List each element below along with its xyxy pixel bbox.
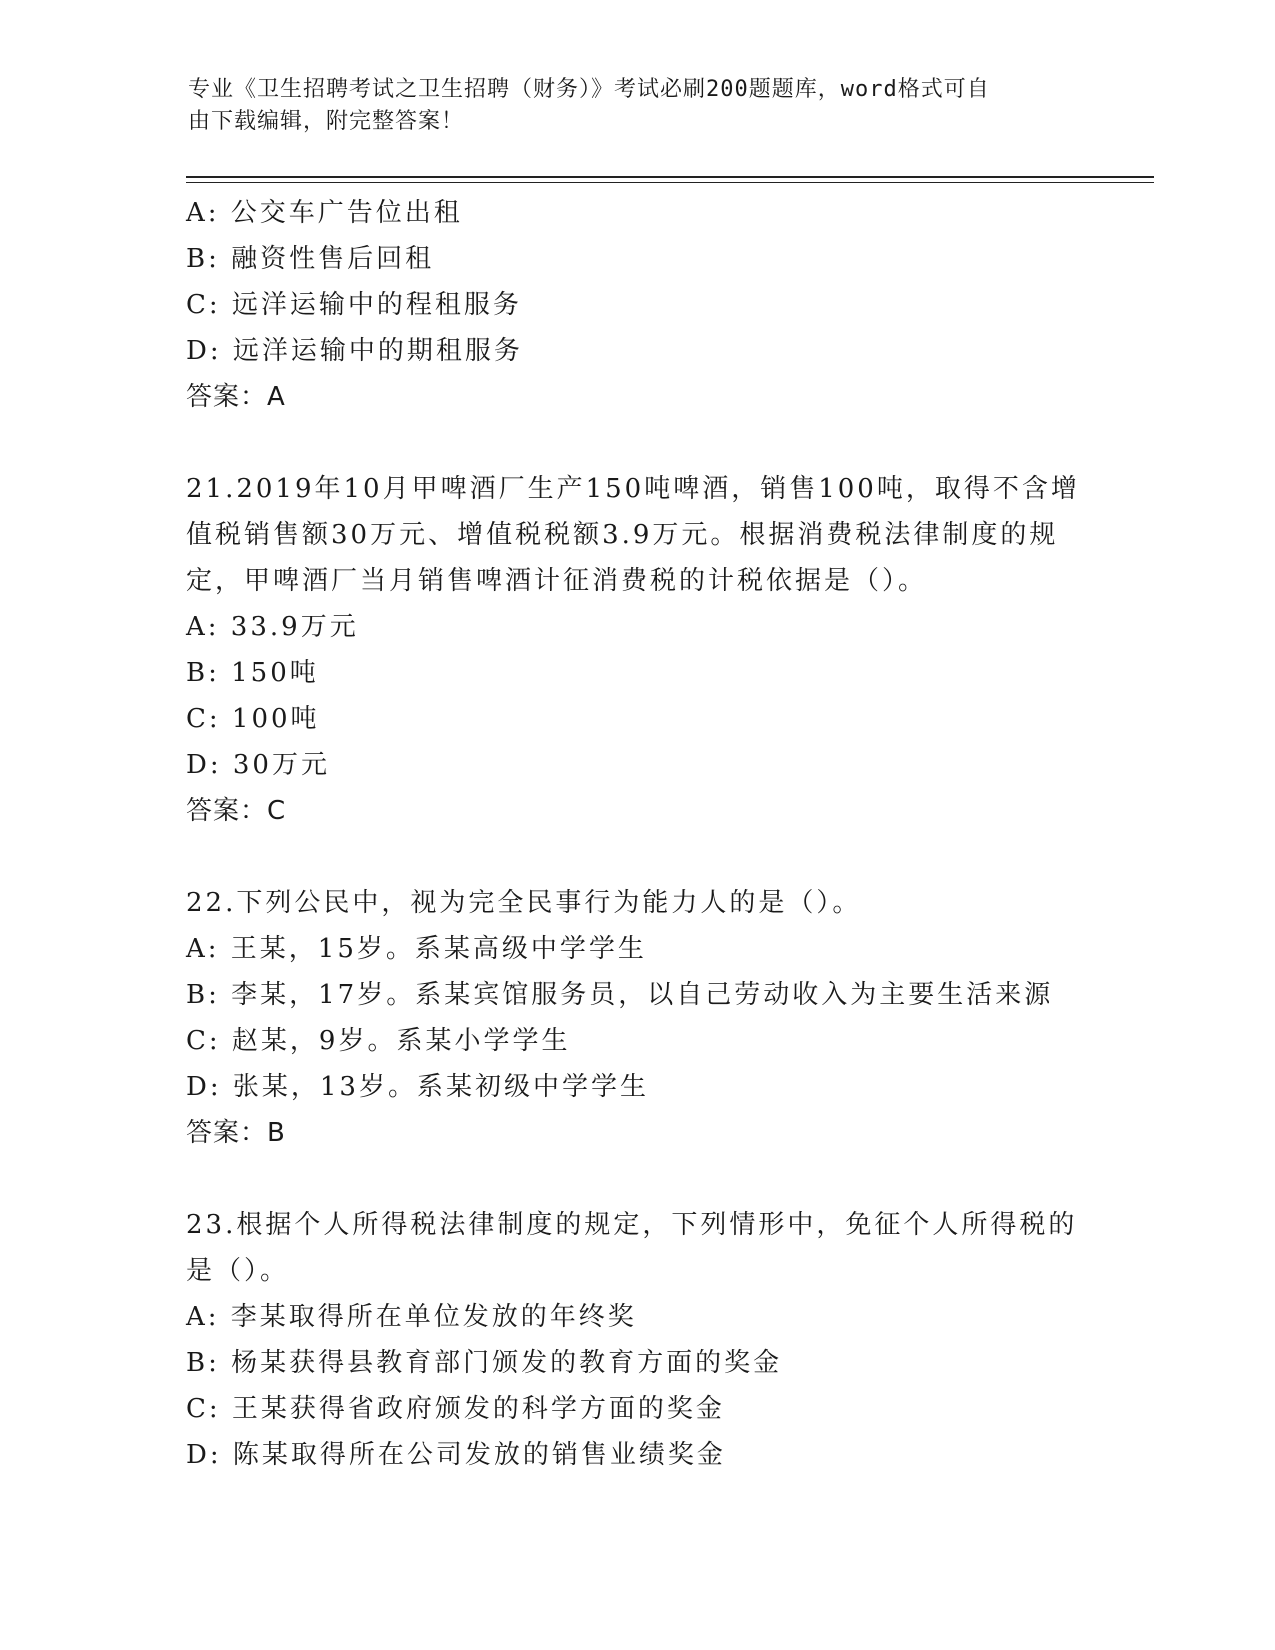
option-d: D: 张某，13岁。系某初级中学学生 (186, 1072, 649, 1102)
option-a: A: 李某取得所在单位发放的年终奖 (186, 1302, 637, 1332)
document-header (188, 74, 1088, 138)
option-b: B: 150吨 (186, 658, 319, 688)
question-stem-line: 值税销售额30万元、增值税税额3.9万元。根据消费税法律制度的规 (186, 520, 1059, 550)
question-21 (186, 466, 1086, 834)
answer-line: 答案：C (186, 796, 287, 826)
question-stem-line: 是（）。 (186, 1256, 290, 1286)
option-a: A: 公交车广告位出租 (186, 198, 463, 228)
question-stem-line: 23.根据个人所得税法律制度的规定，下列情形中，免征个人所得税的 (186, 1210, 1078, 1240)
header-rule-thin (186, 182, 1154, 183)
option-d: D: 30万元 (186, 750, 330, 780)
question-stem-line: 定，甲啤酒厂当月销售啤酒计征消费税的计税依据是（）。 (186, 566, 928, 596)
option-b: B: 李某，17岁。系某宾馆服务员，以自己劳动收入为主要生活来源 (186, 980, 1054, 1010)
option-d: D: 陈某取得所在公司发放的销售业绩奖金 (186, 1440, 726, 1470)
question-23 (186, 1202, 1086, 1478)
option-c: C: 远洋运输中的程租服务 (186, 290, 522, 320)
question-22 (186, 880, 1086, 1156)
option-a: A: 33.9万元 (186, 612, 359, 642)
spacer (186, 1156, 1086, 1202)
option-d: D: 远洋运输中的期租服务 (186, 336, 523, 366)
question-20 (186, 190, 1086, 420)
document-body (186, 190, 1086, 1478)
header-line-2: 由下载编辑，附完整答案！ (188, 109, 465, 134)
question-stem-line: 22.下列公民中，视为完全民事行为能力人的是（）。 (186, 888, 862, 918)
option-b: B: 融资性售后回租 (186, 244, 435, 274)
question-stem-line: 21.2019年10月甲啤酒厂生产150吨啤酒，销售100吨，取得不含增 (186, 474, 1080, 504)
option-c: C: 王某获得省政府颁发的科学方面的奖金 (186, 1394, 725, 1424)
answer-line: 答案：A (186, 382, 286, 412)
answer-line: 答案：B (186, 1118, 286, 1148)
option-c: C: 100吨 (186, 704, 320, 734)
option-a: A: 王某，15岁。系某高级中学学生 (186, 934, 647, 964)
spacer (186, 420, 1086, 466)
header-rule-thick (186, 176, 1154, 178)
spacer (186, 834, 1086, 880)
option-b: B: 杨某获得县教育部门颁发的教育方面的奖金 (186, 1348, 783, 1378)
header-line-1: 专业《卫生招聘考试之卫生招聘（财务）》考试必刷200题题库，word格式可自 (188, 77, 990, 102)
option-c: C: 赵某，9岁。系某小学学生 (186, 1026, 571, 1056)
